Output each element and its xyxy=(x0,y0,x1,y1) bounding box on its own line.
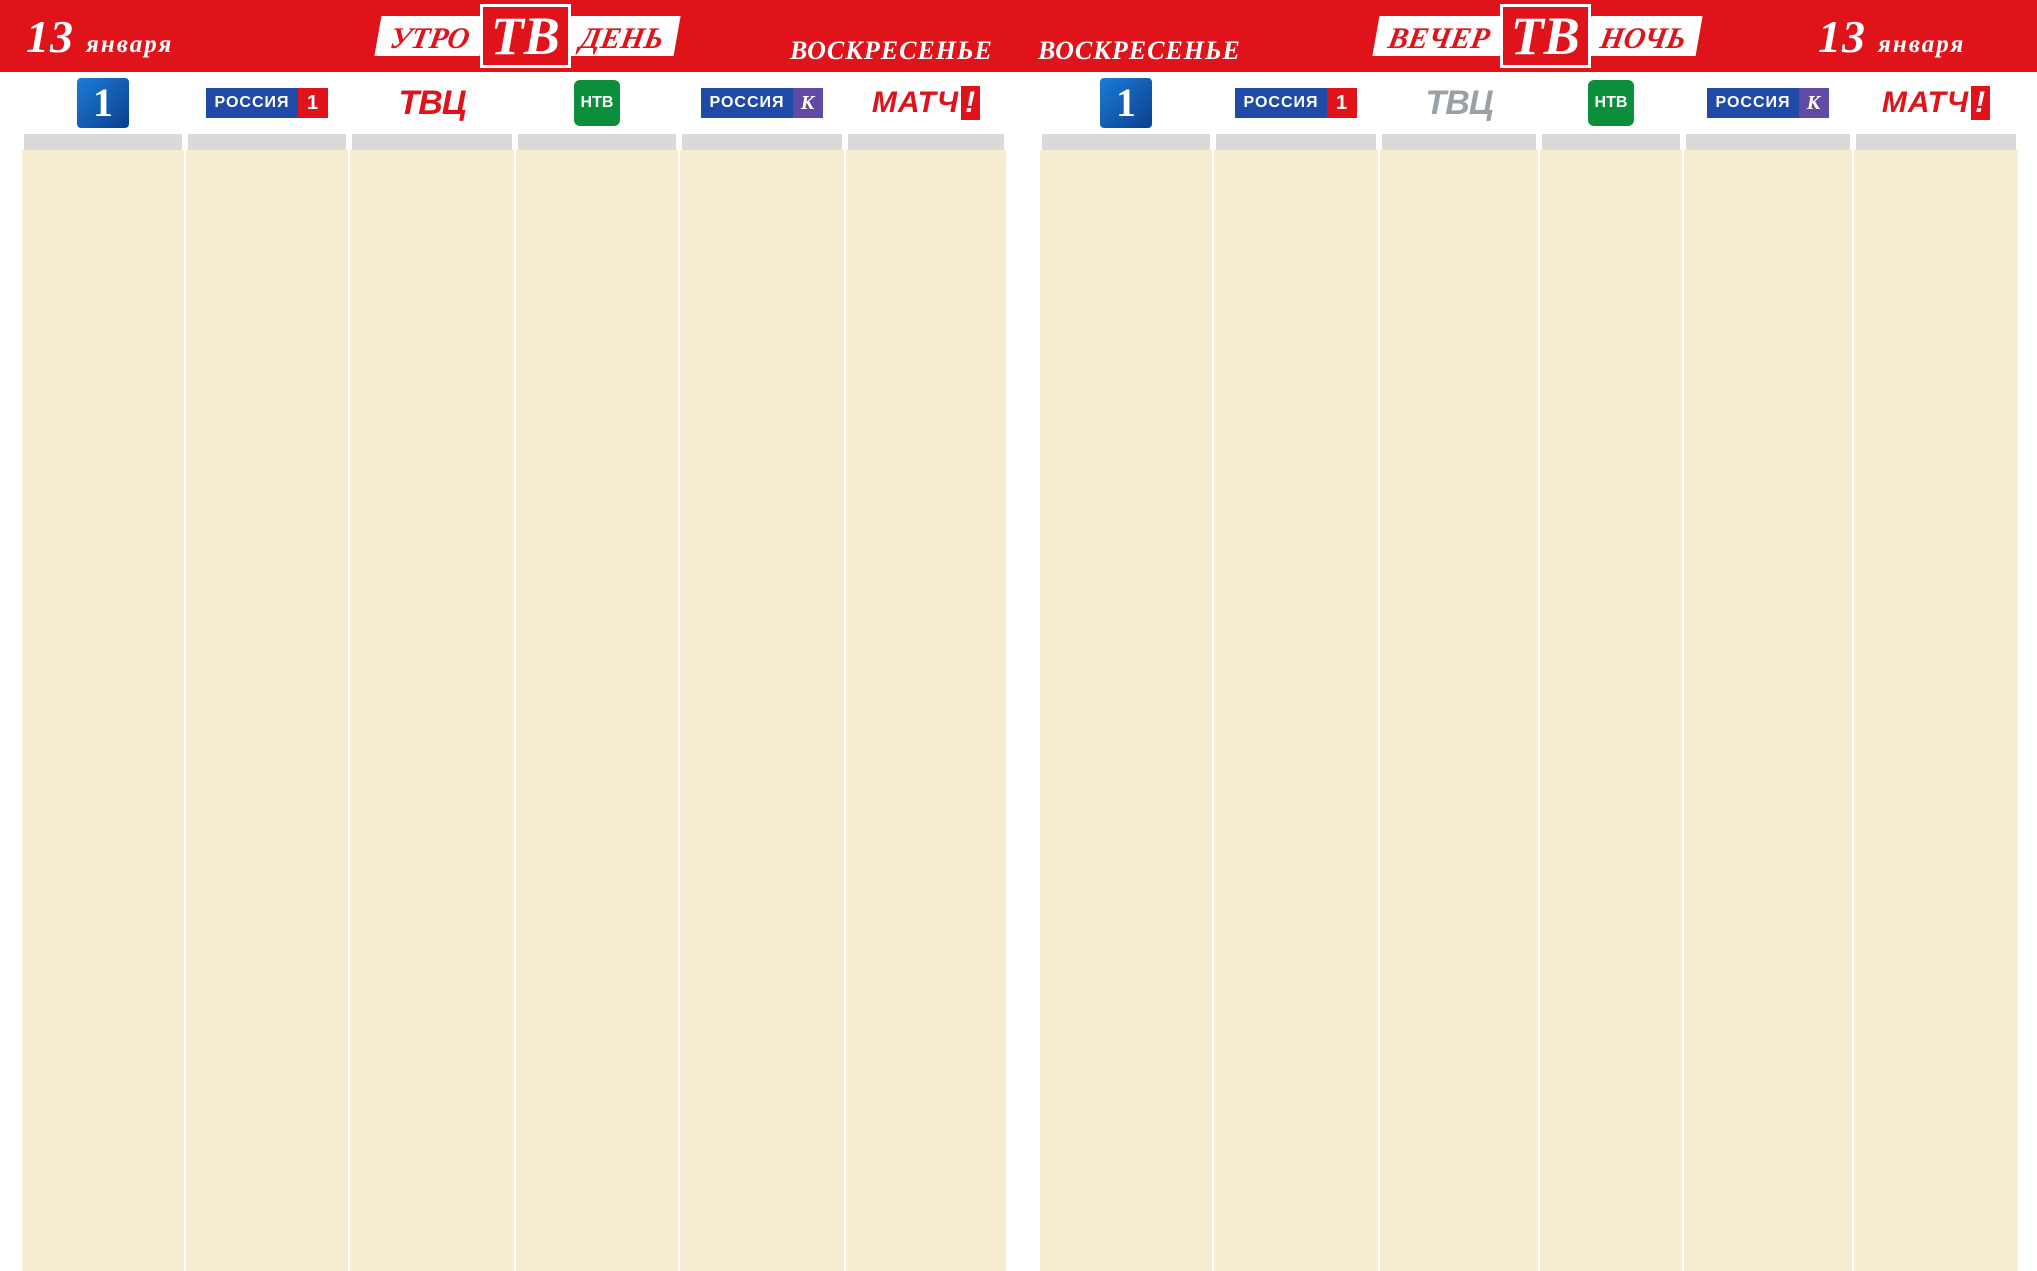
channel-column xyxy=(1380,72,1538,1271)
column-stripe xyxy=(1542,134,1680,150)
programme-list xyxy=(1380,150,1538,1271)
programme-list xyxy=(350,150,514,1271)
column-stripe xyxy=(848,134,1004,150)
channel-column xyxy=(350,72,514,1271)
channel-logo xyxy=(680,72,844,134)
programme-list xyxy=(1854,150,2018,1271)
channel-logo xyxy=(1040,72,1212,134)
russia-1-mark: 1 xyxy=(1327,88,1357,118)
right-date xyxy=(1818,10,1965,63)
evening-night-logo xyxy=(1376,6,1699,66)
programme-list xyxy=(680,150,844,1271)
ntv-logo: НТВ xyxy=(1588,80,1634,126)
channel-logo xyxy=(1540,72,1682,134)
russia-1-logo xyxy=(1235,88,1356,118)
channel-logo xyxy=(1214,72,1378,134)
logo-tv-right: ТВ xyxy=(1500,4,1591,68)
column-stripe xyxy=(1216,134,1376,150)
channel-column xyxy=(516,72,678,1271)
logo-word-morning: УТРО xyxy=(374,16,486,56)
match-tv-logo xyxy=(1882,86,1990,120)
channel-logo xyxy=(1380,72,1538,134)
channel-one-logo: 1 xyxy=(1100,78,1152,128)
russia-logo-text: РОССИЯ xyxy=(701,88,792,118)
channel-logo xyxy=(1684,72,1852,134)
programme-list xyxy=(186,150,348,1271)
channel-logo xyxy=(22,72,184,134)
ntv-logo: НТВ xyxy=(574,80,620,126)
column-stripe xyxy=(1686,134,1850,150)
match-logo-bang: ! xyxy=(1971,86,1990,120)
logo-word-evening: ВЕЧЕР xyxy=(1372,16,1506,56)
morning-day-logo xyxy=(378,6,677,66)
russia-1-logo xyxy=(206,88,327,118)
programme-list xyxy=(1684,150,1852,1271)
russia-k-logo xyxy=(1707,88,1828,118)
logo-tv-left: ТВ xyxy=(480,4,571,68)
left-date xyxy=(26,10,173,63)
match-logo-text: МАТЧ xyxy=(871,86,960,119)
channel-column xyxy=(1540,72,1682,1271)
channel-logo xyxy=(1854,72,2018,134)
column-stripe xyxy=(1856,134,2016,150)
left-date-month: января xyxy=(86,31,174,58)
russia-logo-text: РОССИЯ xyxy=(1707,88,1798,118)
channel-one-logo: 1 xyxy=(77,78,129,128)
logo-word-day: ДЕНЬ xyxy=(564,16,680,56)
column-stripe xyxy=(518,134,676,150)
right-date-month: января xyxy=(1878,31,1966,58)
programme-list xyxy=(846,150,1006,1271)
header-bar xyxy=(0,0,2037,72)
tvc-logo: ТВЦ xyxy=(1425,83,1493,122)
column-stripe xyxy=(682,134,842,150)
channel-column xyxy=(1684,72,1852,1271)
channel-logo xyxy=(846,72,1006,134)
channel-logo xyxy=(516,72,678,134)
channel-column xyxy=(680,72,844,1271)
day-label-right: ВОСКРЕСЕНЬЕ xyxy=(1038,36,1241,65)
right-date-day: 13 xyxy=(1818,11,1866,62)
match-tv-logo xyxy=(872,86,980,120)
column-stripe xyxy=(188,134,346,150)
logo-word-night: НОЧЬ xyxy=(1584,16,1702,56)
channel-column xyxy=(186,72,348,1271)
column-stripe xyxy=(1042,134,1210,150)
left-date-day: 13 xyxy=(26,11,74,62)
channel-column xyxy=(1040,72,1212,1271)
programme-list xyxy=(1540,150,1682,1271)
russia-1-mark: 1 xyxy=(298,88,328,118)
russia-logo-text: РОССИЯ xyxy=(206,88,297,118)
day-label-left: ВОСКРЕСЕНЬЕ xyxy=(790,36,993,65)
channel-column xyxy=(1214,72,1378,1271)
channel-logo xyxy=(350,72,514,134)
channel-column xyxy=(846,72,1006,1271)
russia-logo-text: РОССИЯ xyxy=(1235,88,1326,118)
programme-list xyxy=(1214,150,1378,1271)
channel-logo xyxy=(186,72,348,134)
russia-k-mark: К xyxy=(793,88,823,118)
match-logo-bang: ! xyxy=(961,86,980,120)
column-stripe xyxy=(352,134,512,150)
programme-list xyxy=(516,150,678,1271)
tvc-logo: ТВЦ xyxy=(398,83,466,122)
column-stripe xyxy=(24,134,182,150)
russia-k-mark: К xyxy=(1799,88,1829,118)
russia-k-logo xyxy=(701,88,822,118)
programme-list xyxy=(22,150,184,1271)
programme-list xyxy=(1040,150,1212,1271)
column-stripe xyxy=(1382,134,1536,150)
match-logo-text: МАТЧ xyxy=(1881,86,1970,119)
channel-column xyxy=(22,72,184,1271)
channel-column xyxy=(1854,72,2018,1271)
